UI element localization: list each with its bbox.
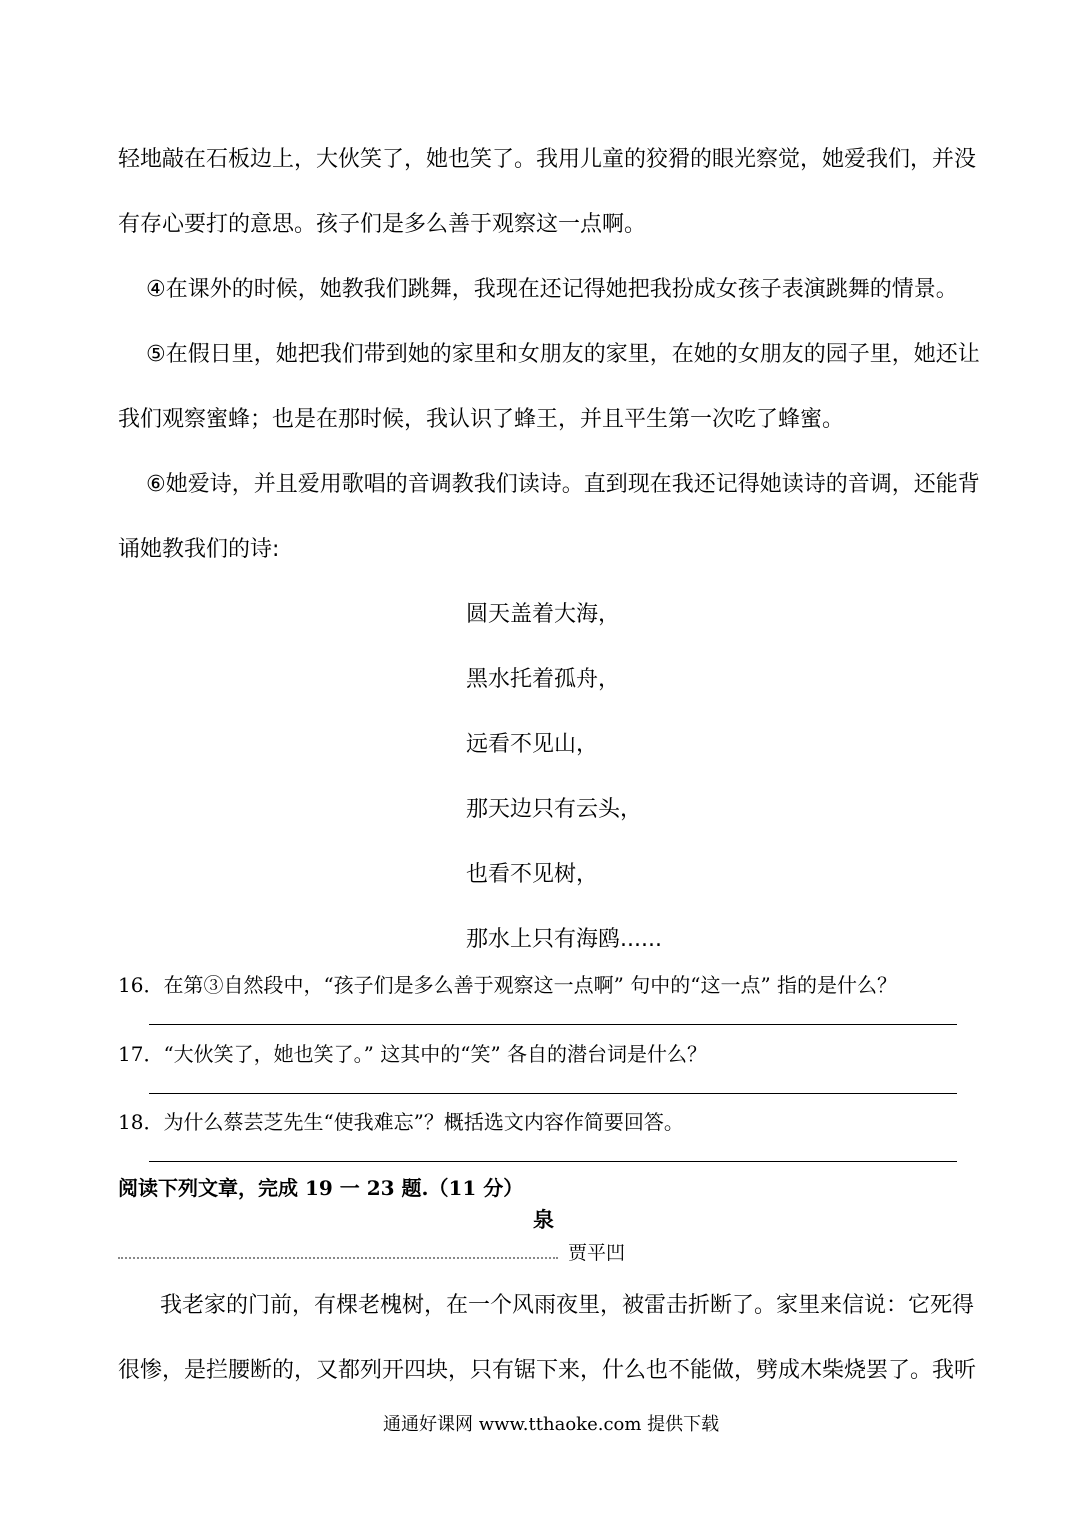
paragraph-5: ⑤在假日里，她把我们带到她的家里和女朋友的家里，在她的女朋友的园子里，她还让: [146, 342, 980, 367]
question-18: 18．为什么蔡芸芝先生“使我难忘”？概括选文内容作简要回答。: [118, 1110, 684, 1134]
passage-line: 轻地敲在石板边上，大伙笑了，她也笑了。我用儿童的狡猾的眼光察觉，她爱我们，并没: [118, 147, 977, 172]
passage-line: 诵她教我们的诗:: [118, 537, 280, 562]
footer-text: 通通好课网 www.tthaoke.com 提供下载: [383, 1414, 720, 1435]
answer-line-16: [149, 1024, 957, 1025]
answer-line-17: [149, 1093, 957, 1094]
poem-line: 那水上只有海鸥......: [466, 927, 662, 952]
paragraph-4: ④在课外的时候，她教我们跳舞，我现在还记得她把我扮成女孩子表演跳舞的情景。: [146, 277, 958, 302]
passage-line: 我们观察蜜蜂；也是在那时候，我认识了蜂王，并且平生第一次吃了蜂蜜。: [118, 407, 845, 432]
poem-line: 黑水托着孤舟，: [466, 667, 621, 692]
article-author: 贾平凹: [568, 1242, 626, 1264]
dotted-divider: [118, 1257, 558, 1259]
article-line: 很惨，是拦腰断的，又都列开四块，只有锯下来，什么也不能做，劈成木柴烧罢了。我听: [118, 1358, 977, 1383]
question-17: 17．“大伙笑了，她也笑了。” 这其中的“笑” 各自的潜台词是什么？: [118, 1042, 708, 1066]
poem-line: 远看不见山，: [466, 732, 599, 757]
passage-line: 有存心要打的意思。孩子们是多么善于观察这一点啊。: [118, 212, 647, 237]
section-instruction: 阅读下列文章，完成 19 一 23 题.（11 分）: [118, 1176, 524, 1200]
poem-line: 圆天盖着大海，: [466, 602, 621, 627]
article-line: 我老家的门前，有棵老槐树，在一个风雨夜里，被雷击折断了。家里来信说：它死得: [160, 1293, 975, 1318]
answer-line-18: [149, 1161, 957, 1162]
paragraph-6: ⑥她爱诗，并且爱用歌唱的音调教我们读诗。直到现在我还记得她读诗的音调，还能背: [146, 472, 980, 497]
poem-line: 那天边只有云头，: [466, 797, 643, 822]
question-16: 16．在第③自然段中，“孩子们是多么善于观察这一点啊” 句中的“这一点” 指的是什么？: [118, 973, 898, 997]
poem-line: 也看不见树，: [466, 862, 599, 887]
article-title: 泉: [533, 1208, 554, 1232]
